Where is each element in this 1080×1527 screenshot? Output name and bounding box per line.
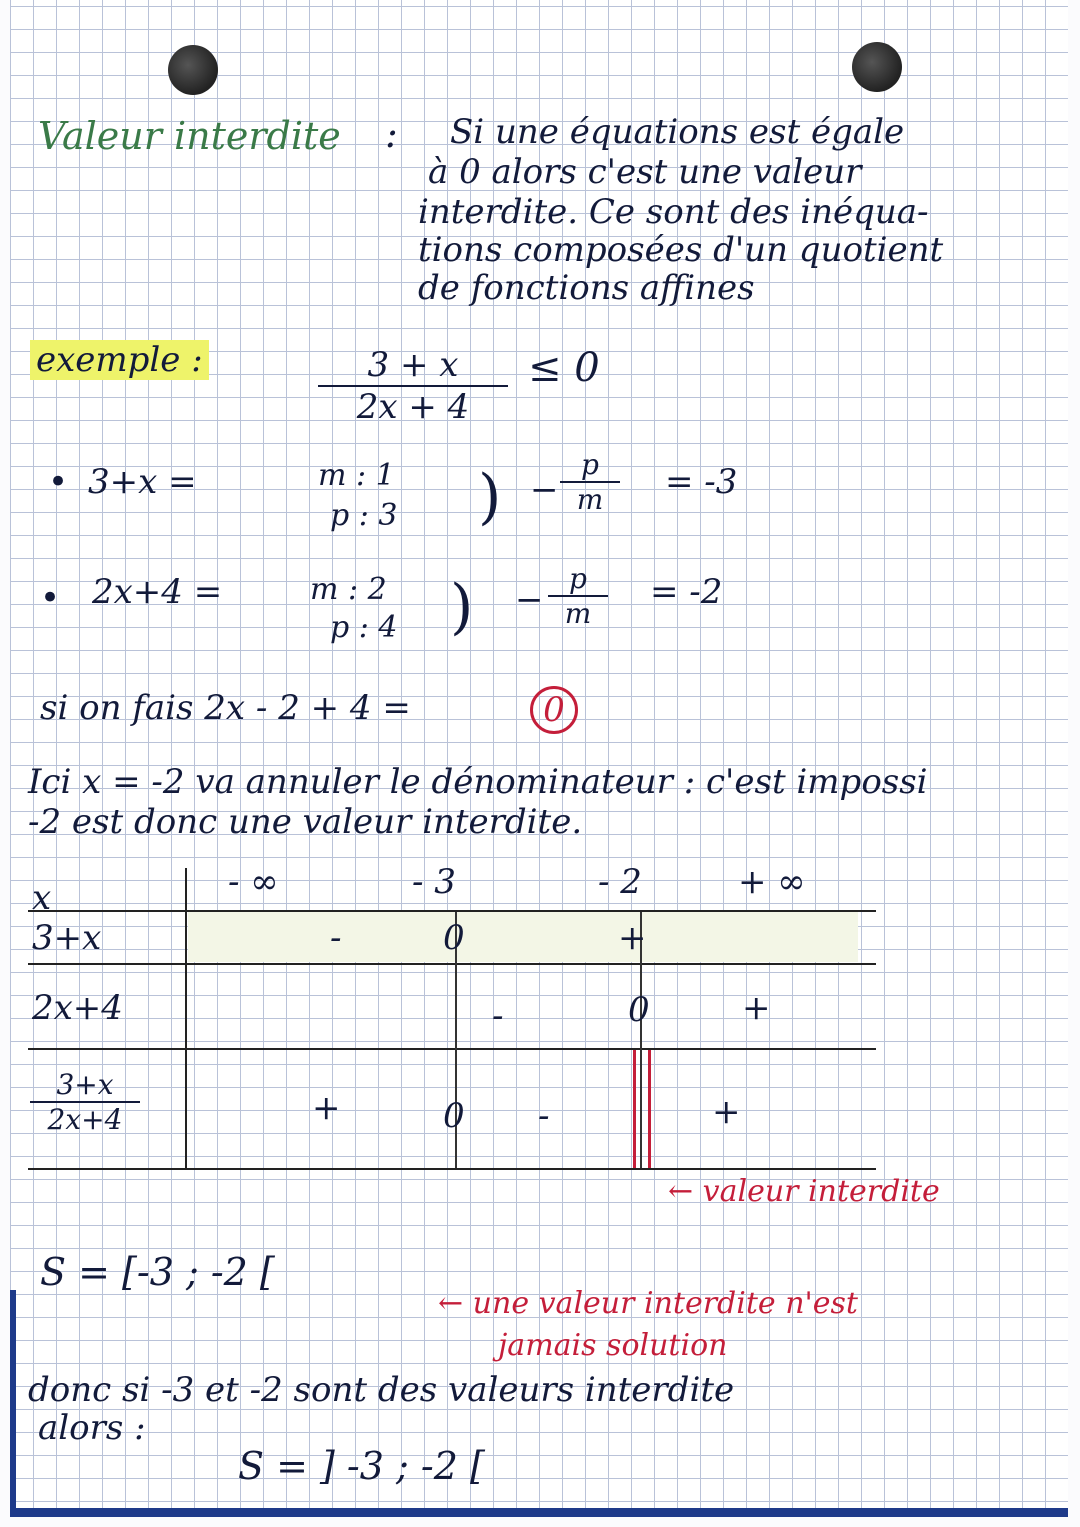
definition-colon: :	[385, 112, 398, 156]
table-header-var: x	[32, 878, 52, 918]
forbidden-value-annotation: ← valeur interdite	[668, 1174, 940, 1209]
table-header-minus-inf: - ∞	[228, 862, 279, 902]
step1-bullet: •	[48, 462, 69, 502]
punch-hole-left	[168, 45, 218, 95]
table-header-plus-inf: + ∞	[738, 862, 806, 902]
row2-label: 2x+4	[32, 988, 123, 1028]
example-denominator: 2x + 4	[356, 387, 470, 427]
forbidden-value-bar-1	[633, 1050, 636, 1168]
step2-bullet: •	[40, 578, 61, 618]
row2-sign-1: -	[492, 996, 504, 1036]
row3-sign-2: -	[538, 1096, 550, 1136]
row3-label-denominator: 2x+4	[47, 1103, 123, 1136]
forbidden-value-bar-2	[648, 1050, 651, 1168]
row1-sign-zero: 0	[443, 918, 465, 958]
step1-p: p : 3	[330, 498, 398, 533]
step1-m: m : 1	[318, 458, 395, 493]
step2-result: = -2	[650, 572, 723, 612]
explanation-line-1: Ici x = -2 va annuler le dénominateur : c'est impossi	[28, 762, 928, 802]
definition-line-1: Si une équations est égale	[450, 112, 905, 152]
example-numerator: 3 + x	[318, 345, 508, 387]
step1-paren: )	[478, 462, 502, 532]
definition-line-4: tions composées d'un quotient	[418, 230, 944, 270]
step2-m: m : 2	[310, 572, 387, 607]
step2-minus: −	[515, 580, 544, 620]
row1-sign-1: -	[330, 918, 342, 958]
table-line-3	[28, 1048, 876, 1050]
table-header-minus-3: - 3	[412, 862, 456, 902]
example-fraction	[318, 345, 508, 427]
step2-ratio: $\frac{p}{m}$	[548, 562, 608, 630]
example-label: exemple :	[30, 340, 209, 380]
row1-sign-2: +	[618, 918, 647, 958]
solution-2: S = ] -3 ; -2 [	[238, 1444, 485, 1488]
row3-label	[30, 1068, 140, 1136]
table-line-2	[28, 963, 876, 965]
step1-ratio: $\frac{p}{m}$	[560, 448, 620, 516]
note-line-2: jamais solution	[498, 1328, 728, 1363]
check-text: si on fais 2x - 2 + 4 =	[40, 688, 411, 728]
table-header-minus-2: - 2	[598, 862, 642, 902]
conclusion-line-2: alors :	[38, 1408, 146, 1448]
explanation-line-2: -2 est donc une valeur interdite.	[28, 802, 583, 842]
punch-hole-right	[852, 42, 902, 92]
step2-paren: )	[450, 572, 474, 642]
step2-p: p : 4	[330, 610, 398, 645]
example-relation: ≤ 0	[528, 345, 600, 391]
definition-line-2: à 0 alors c'est une valeur	[428, 152, 862, 192]
row1-label: 3+x	[32, 918, 102, 958]
row3-sign-zero: 0	[443, 1096, 465, 1136]
step2-expr: 2x+4 =	[92, 572, 223, 612]
row3-sign-3: +	[712, 1092, 741, 1132]
definition-line-5: de fonctions affines	[418, 268, 755, 308]
row2-sign-zero: 0	[628, 990, 650, 1030]
note-line-1: ← une valeur interdite n'est	[438, 1286, 858, 1321]
solution-1: S = [-3 ; -2 [	[40, 1250, 275, 1294]
row2-sign-2: +	[742, 988, 771, 1028]
table-divider-vertical	[185, 868, 187, 1170]
step1-minus: −	[530, 470, 559, 510]
step1-result: = -3	[665, 462, 738, 502]
table-line-1	[28, 910, 876, 912]
definition-line-3: interdite. Ce sont des inéqua-	[418, 192, 929, 232]
conclusion-line-1: donc si -3 et -2 sont des valeurs interdite	[28, 1370, 735, 1410]
row3-label-numerator: 3+x	[30, 1068, 140, 1103]
definition-label: Valeur interdite	[38, 114, 341, 158]
page-border-left	[10, 1290, 16, 1515]
check-zero-circle: 0	[530, 686, 578, 734]
page-border-bottom	[10, 1508, 1068, 1517]
row3-sign-1: +	[312, 1088, 341, 1128]
table-row-highlight	[188, 912, 858, 962]
table-line-4	[28, 1168, 876, 1170]
step1-expr: 3+x =	[88, 462, 197, 502]
